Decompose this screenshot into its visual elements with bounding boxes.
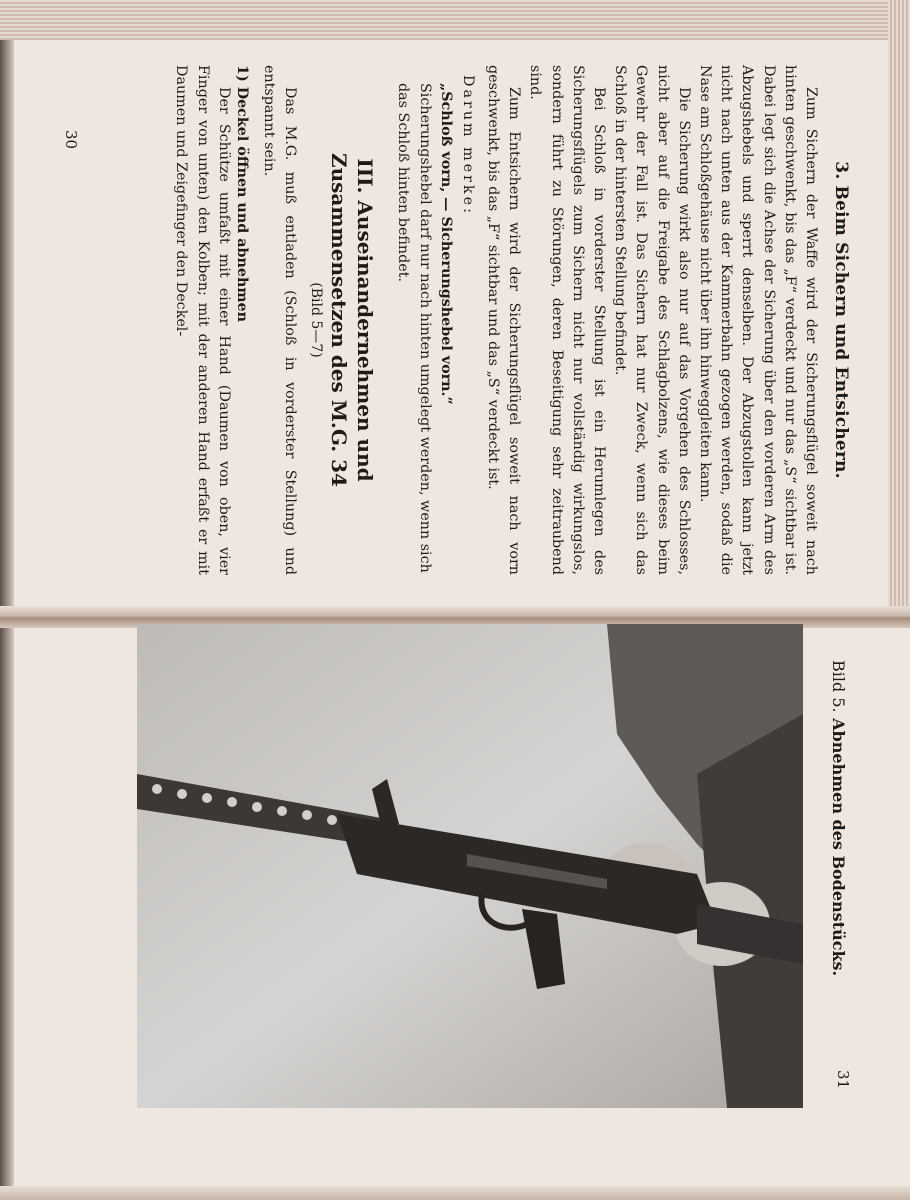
- book-bottom-edge: [0, 1186, 910, 1200]
- caption-text: Abnehmen des Bodenstücks.: [829, 718, 848, 977]
- paragraph: Die Sicherung wirkt also nur auf das Vorgehen des Schlosses, nicht aber auf die Freigabe des Schlagbolzens, wie dieses beim Gewehr der Fall ist. Das Sichern hat nur Zweck, wenn sich das Schloß in der hintersten Stellung befindet.: [612, 65, 692, 575]
- paragraph: Bei Schloß in vorderster Stellung ist ein Herumlegen des Sicherungsflügels zum Sichern nicht nur vollständig wirkungslos, sondern führt zu Störungen, deren Beseitigung sehr zeitraubend sind.: [527, 65, 607, 575]
- machine-gun-photo-illustration: [137, 624, 803, 1108]
- caption-lead: Bild 5.: [829, 660, 848, 713]
- page-number-right: 31: [834, 1070, 852, 1090]
- text-page: [55, 65, 855, 575]
- rule-quote-line1: „Schloß vorn, — Sicherungshebel vorn.“: [437, 83, 454, 405]
- rule-quote: [392, 83, 456, 575]
- figure-caption: [822, 660, 848, 1060]
- book-edge-shadow: [0, 0, 14, 1200]
- chapter-subtitle: (Bild 5—7): [308, 282, 325, 358]
- paragraph: Zum Sichern der Waffe wird der Sicherungsflügel soweit nach hinten geschwenkt, bis das „F“ verdeckt und nur das „S“ sichtbar ist. Dabei legt sich die Achse der Sicherung über den vorderen Arm des Abzugshebels und sperrt denselben. Der Abzugstollen kann jetzt nicht nach unten aus der Kammerbahn gezogen werden, sodaß die Nase am Schloßgehäuse nicht über ihn hinweggleiten kann.: [696, 65, 819, 575]
- page-number-left: 30: [62, 130, 80, 150]
- section-heading: 3. Beim Sichern und Entsichern.: [831, 161, 851, 479]
- merke-label: Darum merke:: [459, 75, 476, 216]
- item-heading: 1) Deckel öffnen und abnehmen: [233, 65, 250, 322]
- chapter-title: III. Auseinandernehmen und Zusammensetzen des M.G. 34: [327, 153, 378, 487]
- rule-quote-line2: Sicherungshebel darf nur nach hinten umgelegt werden, wenn sich das Schloß hinten befindet.: [395, 83, 433, 573]
- paragraph: Der Schütze umfaßt mit einer Hand (Daumen von oben, vier Finger von unten) den Kolben; mit der anderen Hand erfaßt er mit Daumen und Zeigefinger den Deckel-: [173, 65, 232, 575]
- paragraph: Zum Entsichern wird der Sicherungsflügel soweit nach vorn geschwenkt, bis das „F“ sichtbar und das „S“ verdeckt ist.: [484, 65, 523, 575]
- paragraph: Das M.G. muß entladen (Schloß in vorderster Stellung) und entspannt sein.: [260, 65, 299, 575]
- page-edges-top: [0, 0, 910, 40]
- photograph: [137, 624, 803, 1108]
- page-edges-right: [888, 0, 910, 620]
